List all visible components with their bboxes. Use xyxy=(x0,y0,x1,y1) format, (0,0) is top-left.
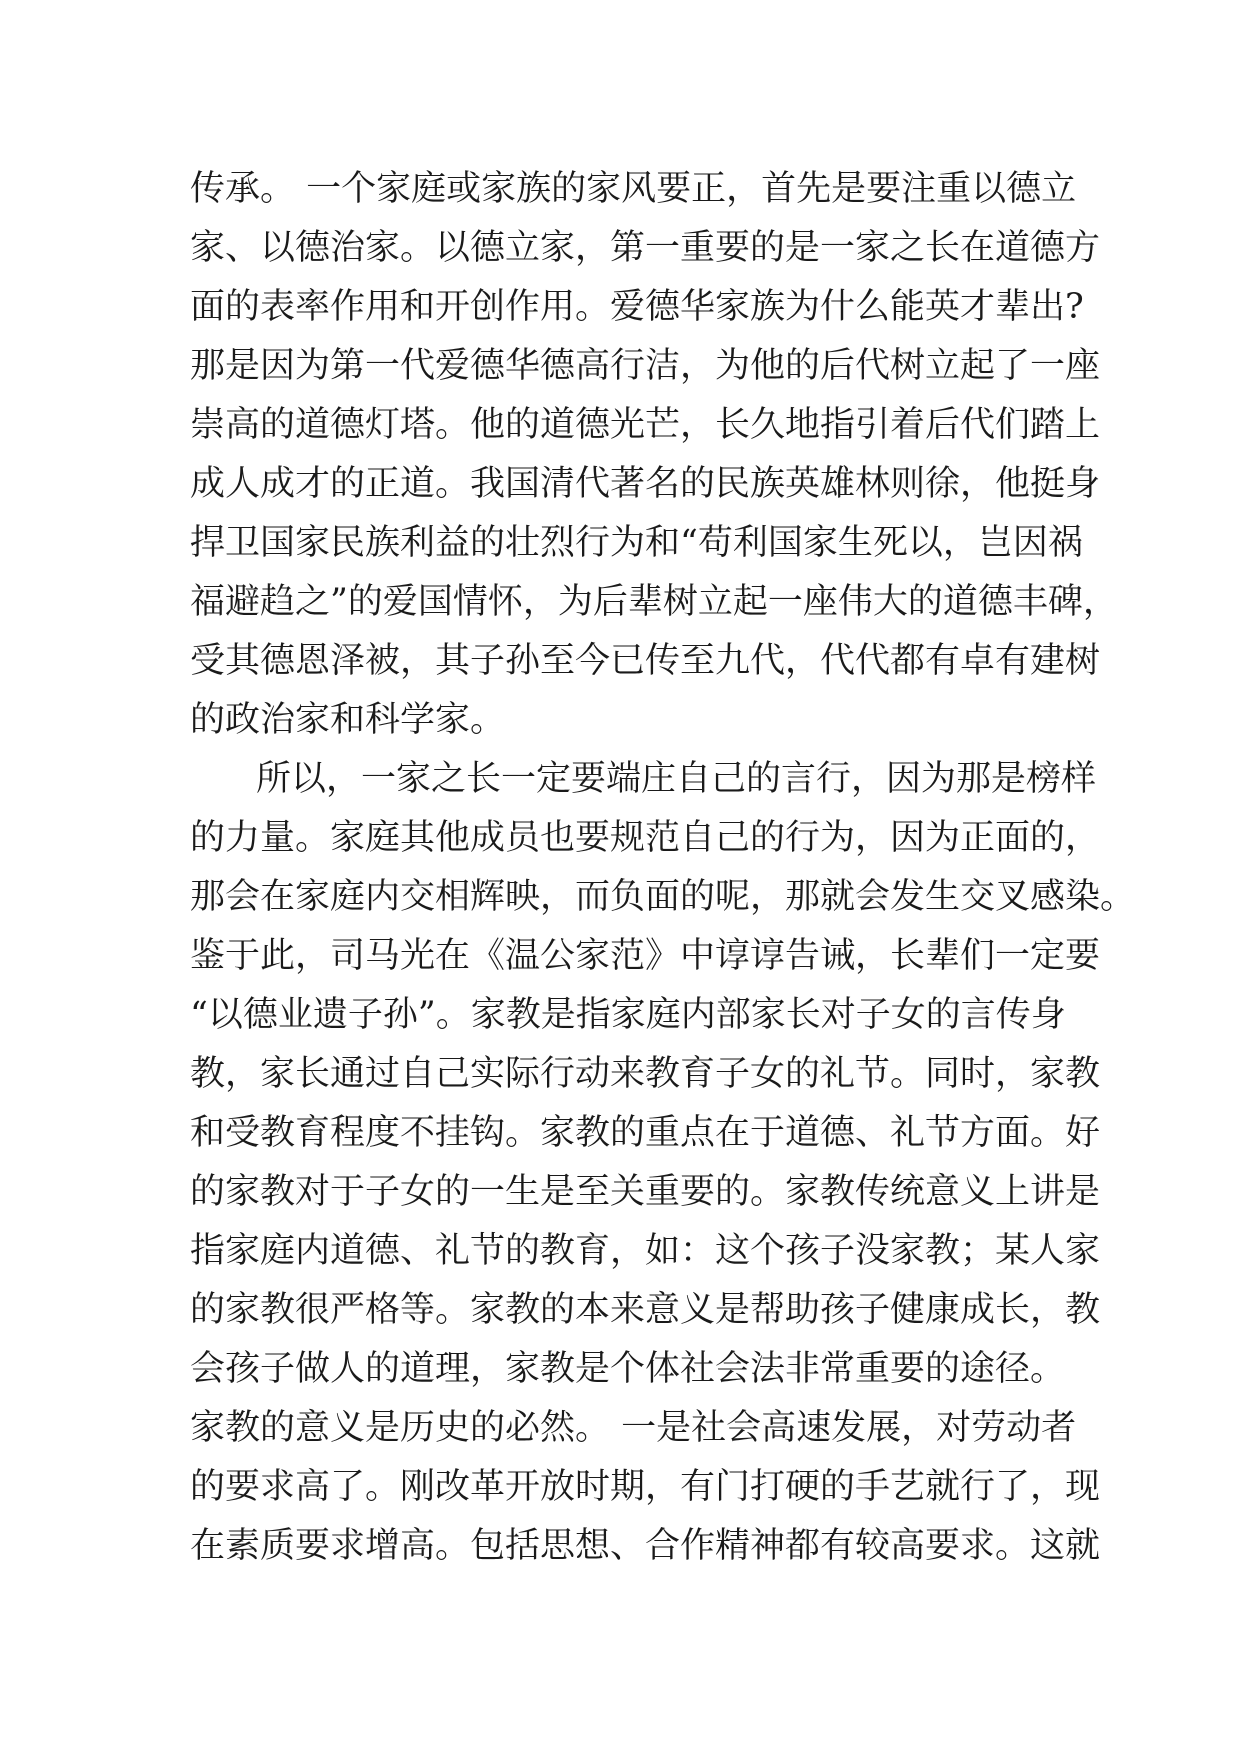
text-line: 那是因为第一代爱德华德高行洁，为他的后代树立起了一座 xyxy=(190,346,1101,386)
text-line: 的政治家和科学家。 xyxy=(190,700,506,740)
text-line: 的力量。家庭其他成员也要规范自己的行为，因为正面的， xyxy=(190,818,1101,858)
text-line: 和受教育程度不挂钩。家教的重点在于道德、礼节方面。好 xyxy=(190,1113,1101,1153)
text-line: 捍卫国家民族利益的壮烈行为和“苟利国家生死以，岂因祸 xyxy=(190,523,1083,563)
text-line: 崇高的道德灯塔。他的道德光芒，长久地指引着后代们踏上 xyxy=(190,405,1101,445)
text-line: 在素质要求增高。包括思想、合作精神都有较高要求。这就 xyxy=(190,1526,1101,1566)
text-line: 成人成才的正道。我国清代著名的民族英雄林则徐，他挺身 xyxy=(190,464,1101,504)
text-line: 会孩子做人的道理，家教是个体社会法非常重要的途径。 xyxy=(190,1349,1066,1389)
text-line: 福避趋之”的爱国情怀，为后辈树立起一座伟大的道德丰碑， xyxy=(190,582,1118,622)
text-line: 的要求高了。刚改革开放时期，有门打硬的手艺就行了，现 xyxy=(190,1467,1101,1507)
text-line: 家、以德治家。以德立家，第一重要的是一家之长在道德方 xyxy=(190,228,1101,268)
text-line: 的家教很严格等。家教的本来意义是帮助孩子健康成长，教 xyxy=(190,1290,1101,1330)
text-line: 教，家长通过自己实际行动来教育子女的礼节。同时，家教 xyxy=(190,1054,1101,1094)
text-line: 那会在家庭内交相辉映，而负面的呢，那就会发生交叉感染。 xyxy=(190,877,1136,917)
text-line: 鉴于此，司马光在《温公家范》中谆谆告诫，长辈们一定要 xyxy=(190,936,1101,976)
text-line: “以德业遗子孙”。家教是指家庭内部家长对子女的言传身 xyxy=(190,995,1066,1035)
text-line: 面的表率作用和开创作用。爱德华家族为什么能英才辈出? xyxy=(190,287,1084,327)
text-line: 传承。 一个家庭或家族的家风要正，首先是要注重以德立 xyxy=(190,169,1077,209)
text-line: 指家庭内道德、礼节的教育，如：这个孩子没家教；某人家 xyxy=(190,1231,1101,1271)
body-text xyxy=(190,160,1136,1576)
text-line: 所以，一家之长一定要端庄自己的言行，因为那是榜样 xyxy=(256,759,1097,799)
text-line: 家教的意义是历史的必然。 一是社会高速发展，对劳动者 xyxy=(190,1408,1077,1448)
text-line: 的家教对于子女的一生是至关重要的。家教传统意义上讲是 xyxy=(190,1172,1101,1212)
text-line: 受其德恩泽被，其子孙至今已传至九代，代代都有卓有建树 xyxy=(190,641,1101,681)
